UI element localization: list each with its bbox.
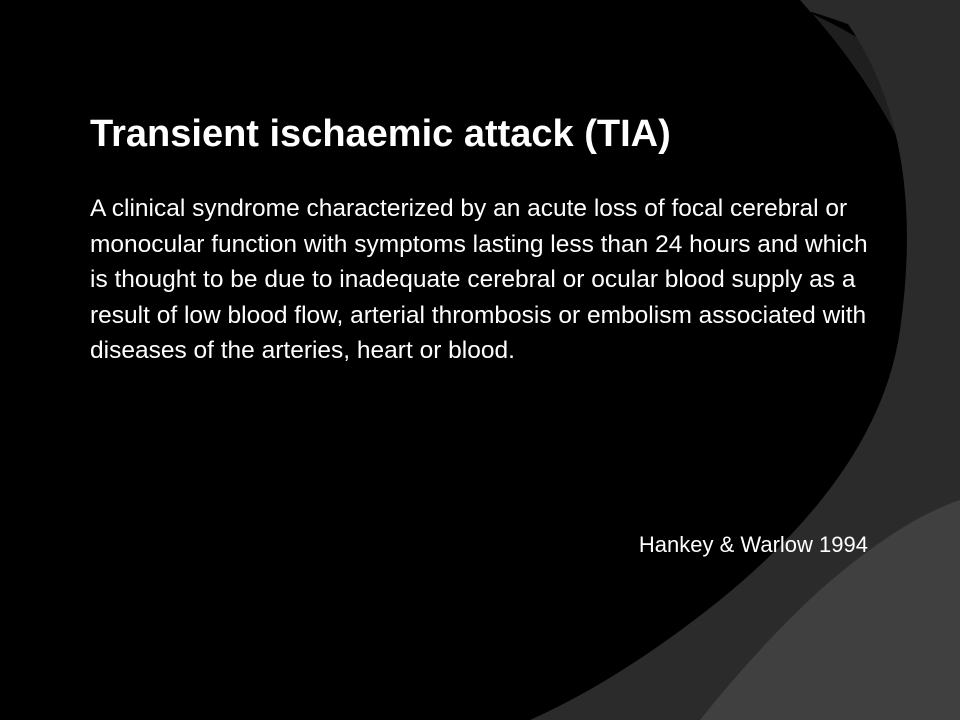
citation-text: Hankey & Warlow 1994 xyxy=(638,532,868,557)
definition-paragraph: A clinical syndrome characterized by an acute loss of focal cerebral or monocular function with symptoms lasting less than 24 hours and which is thought to be due to inadequate cerebral or ocular blood supply as a result of low blood flow, arterial thrombosis or embolism associated with diseases of the arteries, heart or blood. xyxy=(90,195,868,364)
slide-title: Transient ischaemic attack (TIA) xyxy=(90,113,671,155)
